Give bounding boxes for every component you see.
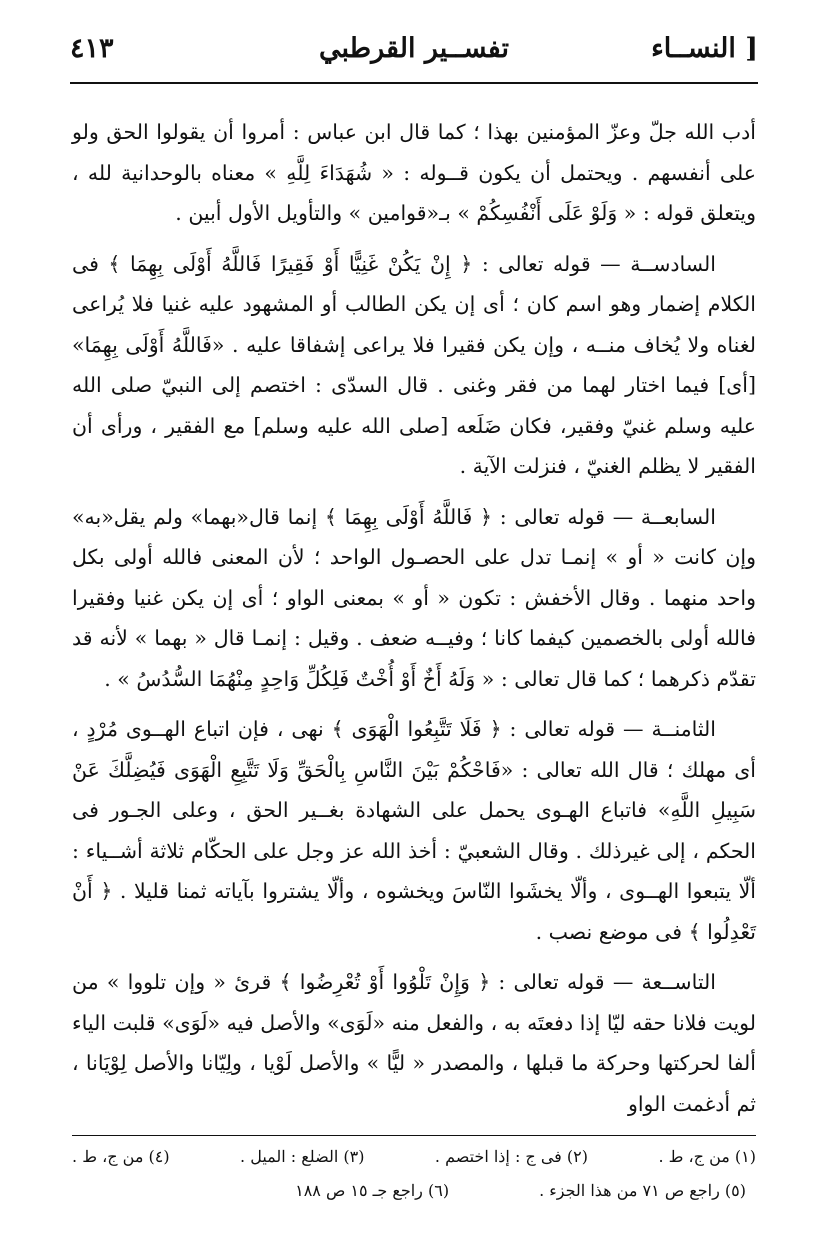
page-header xyxy=(70,26,758,70)
page-body xyxy=(72,112,756,1134)
footnote: (٢) فى ج : إذا اختصم . xyxy=(434,1147,588,1166)
paragraph: التاســعة — قوله تعالى : ﴿ وَإِنْ تَلْوُوا أَوْ تُعْرِضُوا ﴾ قرئ « وإن تلووا » من لويت فلانا حقه ليّا إذا دفعتَه به ، والفعل منه «لَوَى» والأصل فيه «لَوَى» قلبت الياء ألفا لحركتها وحركة ما قبلها ، والمصدر « ليًّا » والأصل لَوْيا ، ولِيّانا والأصل لِوْيَانا ، ثم أدغمت الواو xyxy=(72,970,756,1116)
book-title: تفســير القرطبي xyxy=(319,32,509,64)
header-rule xyxy=(70,82,758,84)
footnote-row xyxy=(72,1174,756,1208)
footnote: (٦) راجع جـ ١٥ ص ١٨٨ xyxy=(295,1181,450,1200)
footnote: (٤) من ج، ط . xyxy=(72,1147,170,1166)
paragraph: السابعــة — قوله تعالى : ﴿ فَاللَّهُ أَوْلَى بِهِمَا ﴾ إنما قال«بهما» ولم يقل«به» وإن كانت « أو » إنمـا تدل على الحصـول الواحد ؛ لأن المعنى فالله أولى بكل واحد منهما . وقال الأخفش : تكون « أو » بمعنى الواو ؛ أى إن يكن غنيا وفقيرا فالله أولى بالخصمين كيفما كانا ؛ وفيــه ضعف . وقيل : إنمـا قال « بهما » لأنه قد تقدّم ذكرهما ؛ كما قال تعالى : « وَلَهُ أَخٌ أَوْ أُخْتٌ فَلِكُلِّ وَاحِدٍ مِنْهُمَا السُّدُسُ » . xyxy=(72,504,756,691)
page-number: ٤١٣ xyxy=(70,32,114,64)
footnote-rule xyxy=(72,1135,756,1136)
footnotes xyxy=(72,1140,756,1208)
footnote: (٥) راجع ص ٧١ من هذا الجزء . xyxy=(539,1181,746,1200)
footnote: (٣) الضلع : الميل . xyxy=(240,1147,365,1166)
footnote: (١) من ج، ط . xyxy=(658,1147,756,1166)
paragraph: الثامنــة — قوله تعالى : ﴿ فَلَا تَتَّبِعُوا الْهَوَى ﴾ نهى ، فإن اتباع الهــوى مُرْدٍ ، أى مهلك ؛ قال الله تعالى : «فَاحْكُمْ بَيْنَ النَّاسِ بِالْحَقِّ وَلَا تَتَّبِعِ الْهَوَى فَيُضِلَّكَ عَنْ سَبِيلِ اللَّهِ» فاتباع الهـوى يحمل على الشهادة بغــير الحق ، وعلى الجـور فى الحكم ، إلى غيرذلك . وقال الشعبيّ : أخذ الله عز وجل على الحكّام ثلاثة أشــياء : ألّا يتبعوا الهــوى ، وألّا يخشَوا النّاسَ ويخشوه ، وألّا يشتروا بآياته ثمنا قليلا . ﴿ أَنْ تَعْدِلُوا ﴾ فى موضع نصب . xyxy=(72,717,756,944)
paragraph: السادســة — قوله تعالى : ﴿ إِنْ يَكُنْ غَنِيًّا أَوْ فَقِيرًا فَاللَّهُ أَوْلَى بِهِمَا ﴾ فى الكلام إضمار وهو اسم كان ؛ أى إن يكن الطالب أو المشهود عليه غنيا فلا يُراعى لغناه ولا يُخاف منــه ، وإن يكن فقيرا فلا يراعى إشفاقا عليه . «فَاللَّهُ أَوْلَى بِهِمَا» [أى] فيما اختار لهما من فقر وغنى . قال السدّى : اختصم إلى النبيّ صلى الله عليه وسلم غنيّ وفقير، فكان ضَلَعه [صلى الله عليه وسلم] مع الفقير ، ورأى أن الفقير لا يظلم الغنيّ ، فنزلت الآية . xyxy=(72,251,756,478)
surah-name: [ النســاء xyxy=(651,32,758,64)
footnote-row xyxy=(72,1140,756,1174)
paragraph: أدب الله جلّ وعزّ المؤمنين بهذا ؛ كما قال ابن عباس : أمروا أن يقولوا الحق ولو على أنفسهم . ويحتمل أن يكون قــوله : « شُهَدَاءَ لِلَّهِ » معناه بالوحدانية لله ، ويتعلق قوله : « وَلَوْ عَلَى أَنْفُسِكُمْ » بـ«قوامين » والتأويل الأول أبين . xyxy=(72,120,756,225)
